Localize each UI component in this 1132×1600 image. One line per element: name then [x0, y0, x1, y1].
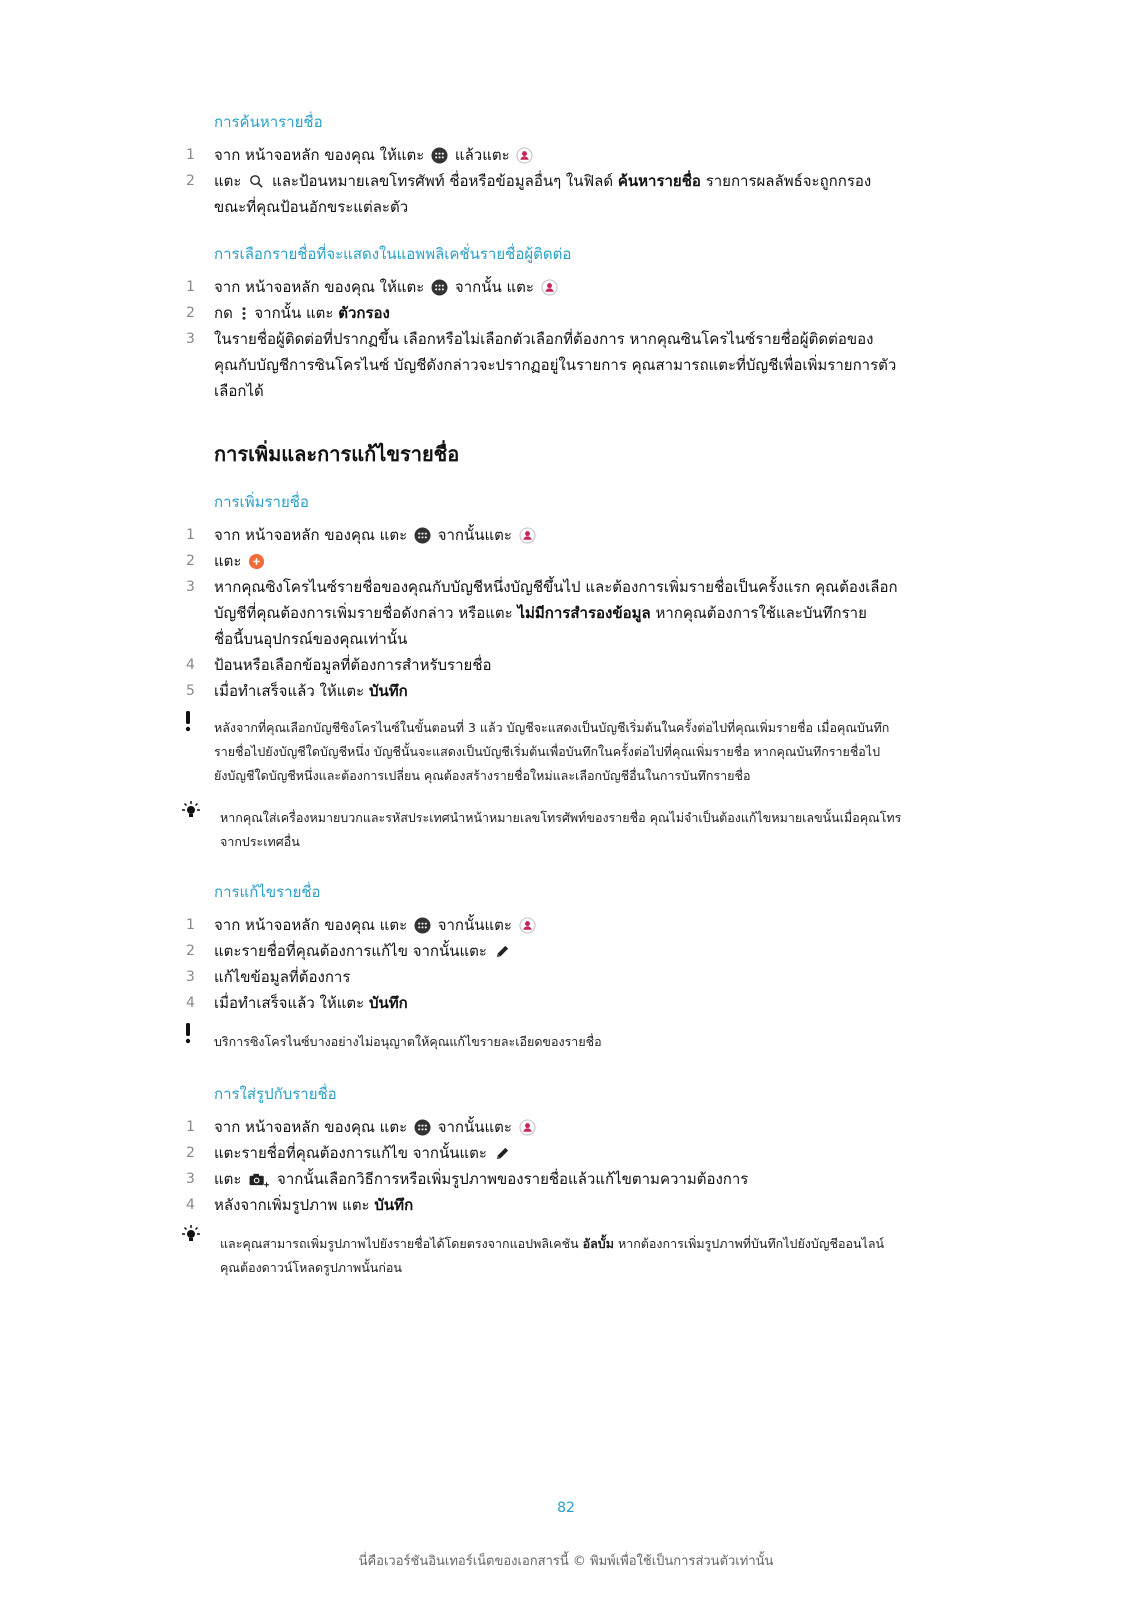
edit-note: บริการซิงโครไนซ์บางอย่างไม่อนุญาตให้คุณแก้ไขรายละเอียดของรายชื่อ: [214, 1034, 602, 1049]
add-step-3: 3 หากคุณซิงโครไนซ์รายชื่อของคุณกับบัญชีหนึ่งบัญชีขึ้นไป และต้องการเพิ่มรายชื่อเป็นครั้งแรก คุณต้องเลือก บัญชีที่คุณต้องการเพิ่มรายชื่อดังกล่าว หรือแตะ ไม่มีการสำรองข้อมูล หากคุณต้องการใช้และบันทึกราย ชื่อนี้บนอุปกรณ์ของคุณเท่านั้น: [186, 578, 898, 648]
section-title-choose: การเลือกรายชื่อที่จะแสดงในแอพพลิเคชั่นรายชื่อผู้ติดต่อ: [214, 245, 572, 263]
add-step-4: 4 ป้อนหรือเลือกข้อมูลที่ต้องการสำหรับรายชื่อ: [186, 656, 492, 674]
photo-step-2: 2 แตะรายชื่อที่คุณต้องการแก้ไข จากนั้นแตะ: [214, 1140, 914, 1166]
section-title-edit: การแก้ไขรายชื่อ: [214, 883, 321, 901]
section-title-search: การค้นหารายชื่อ: [214, 113, 323, 131]
add-step-5: 5 เมื่อทำเสร็จแล้ว ให้แตะ บันทึก: [186, 682, 408, 700]
main-heading: การเพิ่มและการแก้ไขรายชื่อ: [214, 442, 460, 466]
search-step-1: 1 จาก หน้าจอหลัก ของคุณ ให้แตะ แล้วแตะ: [214, 142, 914, 168]
photo-step-3: 3 แตะ จากนั้นเลือกวิธีการหรือเพิ่มรูปภาพของรายชื่อแล้วแก้ไขตามความต้องการ: [186, 1170, 749, 1188]
exclamation-icon: [183, 710, 193, 732]
camera-icon: [248, 1171, 270, 1188]
apps-grid-icon: [431, 279, 448, 296]
pencil-icon: [494, 1145, 511, 1162]
footer-note: นี่คือเวอร์ชันอินเทอร์เน็ตของเอกสารนี้ © พิมพ์เพื่อใช้เป็นการส่วนตัวเท่านั้น: [358, 1554, 774, 1569]
menu-dots-icon: [240, 305, 248, 322]
choose-step-1: 1 จาก หน้าจอหลัก ของคุณ ให้แตะ จากนั้น แตะ: [214, 274, 914, 300]
pencil-icon: [494, 943, 511, 960]
edit-step-1: 1 จาก หน้าจอหลัก ของคุณ แตะ จากนั้นแตะ: [214, 912, 914, 938]
exclamation-icon: [183, 1022, 193, 1044]
apps-grid-icon: [431, 147, 448, 164]
add-note: หลังจากที่คุณเลือกบัญชีซิงโครไนซ์ในขั้นตอนที่ 3 แล้ว บัญชีจะแสดงเป็นบัญชีเริ่มต้นในครั้งต่อไปที่คุณเพิ่มรายชื่อ เมื่อคุณบันทึก รายชื่อไปยังบัญชีใดบัญชีหนึ่ง บัญชีนั้นจะแสดงเป็นบัญชีเริ่มต้นเพื่อบันทึกในครั้งต่อไปที่คุณเพิ่มรายชื่อ หากคุณบันทึกรายชื่อไป ยังบัญชีใดบัญชีหนึ่งและต้องการเปลี่ยน คุณต้องสร้างรายชื่อใหม่และเลือกบัญชีอื่นในการบันทึกรายชื่อ: [214, 720, 890, 783]
search-icon: [248, 173, 265, 190]
page-number: 82: [557, 1500, 575, 1516]
add-tip: หากคุณใส่เครื่องหมายบวกและรหัสประเทศนำหน้าหมายเลขโทรศัพท์ของรายชื่อ คุณไม่จำเป็นต้องแก้ไขหมายเลขนั้นเมื่อคุณโทร จากประเทศอื่น: [220, 810, 902, 849]
apps-grid-icon: [414, 527, 431, 544]
add-step-1: 1 จาก หน้าจอหลัก ของคุณ แตะ จากนั้นแตะ: [214, 522, 914, 548]
edit-step-3: 3 แก้ไขข้อมูลที่ต้องการ: [186, 968, 351, 986]
lightbulb-icon: [180, 1224, 202, 1246]
edit-step-2: 2 แตะรายชื่อที่คุณต้องการแก้ไข จากนั้นแตะ: [214, 938, 914, 964]
search-step-2: 2 แตะ และป้อนหมายเลขโทรศัพท์ ชื่อหรือข้อมูลอื่นๆ ในฟิลด์ ค้นหารายชื่อ รายการผลลัพธ์จะถูกกรอง ขณะที่คุณป้อนอักขระแต่ละตัว: [186, 172, 872, 216]
apps-grid-icon: [414, 917, 431, 934]
contacts-icon: [519, 1119, 536, 1136]
lightbulb-icon: [180, 800, 202, 822]
contacts-icon: [516, 147, 533, 164]
add-fab-icon: [248, 553, 265, 570]
photo-tip: และคุณสามารถเพิ่มรูปภาพไปยังรายชื่อได้โดยตรงจากแอปพลิเคชัน อัลบั้ม หากต้องการเพิ่มรูปภาพที่บันทึกไปยังบัญชีออนไลน์ คุณต้องดาวน์โหลดรูปภาพนั้นก่อน: [220, 1236, 885, 1275]
section-title-add: การเพิ่มรายชื่อ: [214, 493, 309, 511]
add-step-2: 2 แตะ: [214, 548, 914, 574]
photo-step-4: 4 หลังจากเพิ่มรูปภาพ แตะ บันทึก: [186, 1196, 414, 1214]
edit-step-4: 4 เมื่อทำเสร็จแล้ว ให้แตะ บันทึก: [186, 994, 408, 1012]
contacts-icon: [519, 527, 536, 544]
contacts-icon: [541, 279, 558, 296]
section-title-photo: การใส่รูปกับรายชื่อ: [214, 1085, 337, 1103]
contacts-icon: [519, 917, 536, 934]
choose-step-2: 2 กด จากนั้น แตะ ตัวกรอง: [186, 304, 390, 322]
photo-step-1: 1 จาก หน้าจอหลัก ของคุณ แตะ จากนั้นแตะ: [214, 1114, 914, 1140]
apps-grid-icon: [414, 1119, 431, 1136]
choose-step-3: 3 ในรายชื่อผู้ติดต่อที่ปรากฏขึ้น เลือกหรือไม่เลือกตัวเลือกที่ต้องการ หากคุณซินโครไนซ์รายชื่อผู้ติดต่อของ คุณกับบัญชีการซินโครไนซ์ บัญชีดังกล่าวจะปรากฏอยู่ในรายการ คุณสามารถแตะที่บัญชีเพื่อเพิ่มรายการตัว เลือกได้: [186, 330, 897, 400]
